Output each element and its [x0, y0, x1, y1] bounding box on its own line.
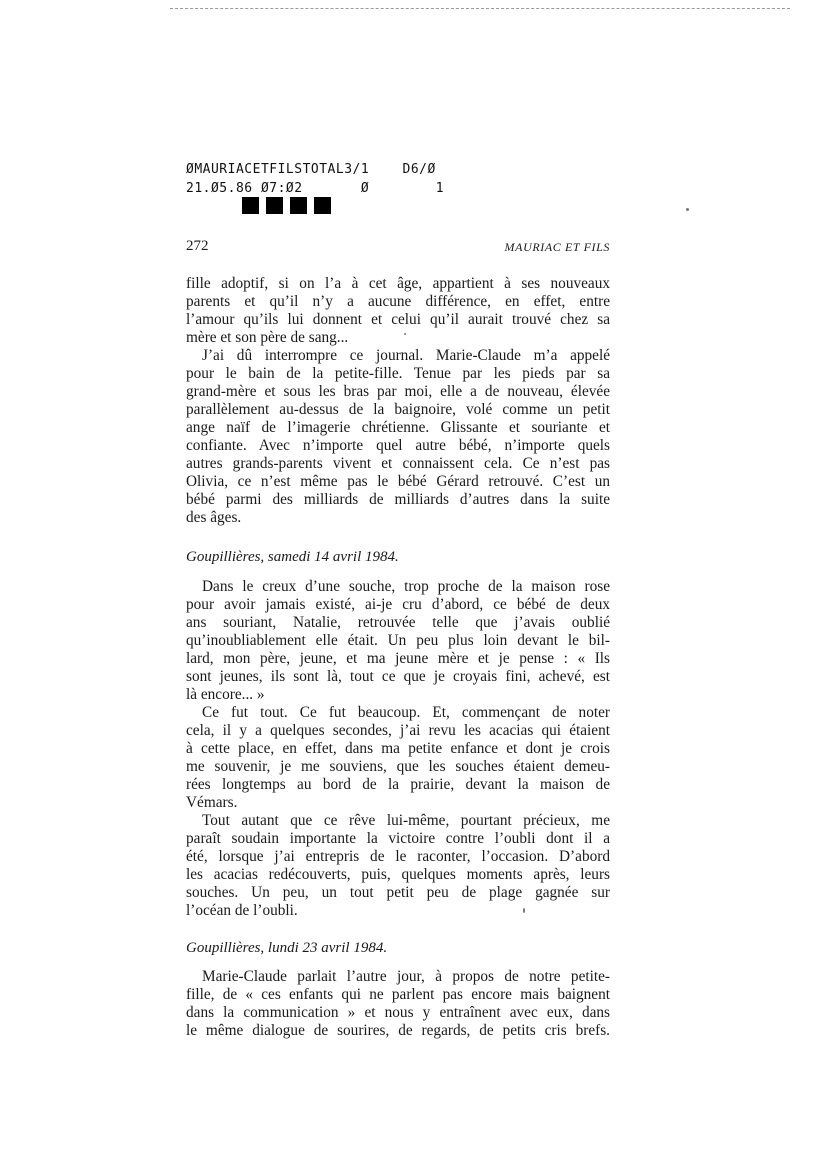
redaction-block — [314, 197, 331, 214]
text-line: autres grands-parents vivent et connaissent cela. Ce n’est pas — [186, 455, 610, 472]
text-line: Dans le creux d’une souche, trop proche de la maison rose — [202, 578, 610, 595]
diary-date-heading: Goupillières, samedi 14 avril 1984. — [186, 549, 399, 565]
text-line: ange naïf de l’imagerie chrétienne. Glissante et souriante et — [186, 419, 610, 436]
text-line: ans souriant, Natalie, retrouvée telle que j’avais oublié — [186, 614, 610, 631]
text-line: fille adoptif, si on l’a à cet âge, appartient à ses nouveaux — [186, 275, 610, 292]
text-line: été, lorsque j’ai entrepris de le raconter, l’occasion. D’abord — [186, 848, 610, 865]
text-line: dans la communication » et nous y entraînent avec eux, dans — [186, 1004, 610, 1021]
redaction-block — [266, 197, 283, 214]
text-line: à cette place, en effet, dans ma petite enfance et dont je crois — [186, 740, 610, 757]
text-line: J’ai dû interrompre ce journal. Marie-Claude m’a appelé — [202, 347, 610, 364]
text-line: parallèlement au-dessus de la baignoire, volé comme un petit — [186, 401, 610, 418]
text-line: l’océan de l’oubli. — [186, 902, 298, 919]
text-line: pour le bain de la petite-fille. Tenue par les pieds par sa — [186, 365, 610, 382]
text-line: paraît soudain importante la victoire contre l’oubli dont il a — [186, 830, 610, 847]
text-line: grand-mère et sous les bras par moi, elle a de nouveau, élevée — [186, 383, 610, 400]
text-line: des âges. — [186, 509, 242, 526]
text-line: pour avoir jamais existé, ai-je cru d’abord, ce bébé de deux — [186, 596, 610, 613]
scan-edge-line — [170, 8, 790, 9]
page-number: 272 — [186, 238, 209, 254]
text-line: lard, mon père, jeune, et ma jeune mère et je pense : « Ils — [186, 650, 610, 667]
text-line: Tout autant que ce rêve lui-même, pourtant précieux, me — [202, 812, 610, 829]
text-line: confiante. Avec n’importe quel autre bébé, n’importe quels — [186, 437, 610, 454]
text-line: parents et qu’il n’y a aucune différence, en effet, entre — [186, 293, 610, 310]
text-line: là encore... » — [186, 686, 265, 703]
text-line: qu’inoubliablement elle était. Un peu plus loin devant le bil- — [186, 632, 610, 649]
text-line: mère et son père de sang... — [186, 329, 349, 346]
text-line: Marie-Claude parlait l’autre jour, à propos de notre petite- — [202, 968, 610, 985]
text-line: Ce fut tout. Ce fut beaucoup. Et, commençant de noter — [202, 704, 610, 721]
text-line: le même dialogue de sourires, de regards, de petits cris brefs. — [186, 1022, 610, 1039]
text-line: l’amour qu’ils lui donnent et celui qu’il aurait trouvé chez sa — [186, 311, 610, 328]
text-line: souches. Un peu, un tout petit peu de plage gagnée sur — [186, 884, 610, 901]
text-line: bébé parmi des milliards de milliards d’autres dans la suite — [186, 491, 610, 508]
redaction-block — [290, 197, 307, 214]
text-line: cela, il y a quelques secondes, j’ai revu les acacias qui étaient — [186, 722, 610, 739]
scan-speck — [523, 908, 525, 913]
scan-speck — [404, 333, 406, 335]
typesetting-slug-line-2: 21.Ø5.86 Ø7:Ø2 Ø 1 — [186, 181, 445, 196]
text-line: les acacias redécouverts, puis, quelques moments après, leurs — [186, 866, 610, 883]
text-line: me souvenir, je me souviens, que les souches étaient demeu- — [186, 758, 610, 775]
text-line: Vémars. — [186, 794, 238, 811]
text-line: rées longtemps au bord de la prairie, devant la maison de — [186, 776, 610, 793]
running-head: MAURIAC ET FILS — [504, 240, 610, 254]
redaction-block — [242, 197, 259, 214]
scan-speck — [686, 208, 689, 211]
diary-date-heading: Goupillières, lundi 23 avril 1984. — [186, 940, 388, 956]
text-line: Olivia, ce n’est même pas le bébé Gérard retrouvé. C’est un — [186, 473, 610, 490]
text-line: fille, de « ces enfants qui ne parlent pas encore mais baignent — [186, 986, 610, 1003]
text-line: sont jeunes, ils sont là, tout ce que je croyais fini, achevé, est — [186, 668, 610, 685]
typesetting-slug-line-1: ØMAURIACETFILSTOTAL3/1 D6/Ø — [186, 162, 436, 177]
